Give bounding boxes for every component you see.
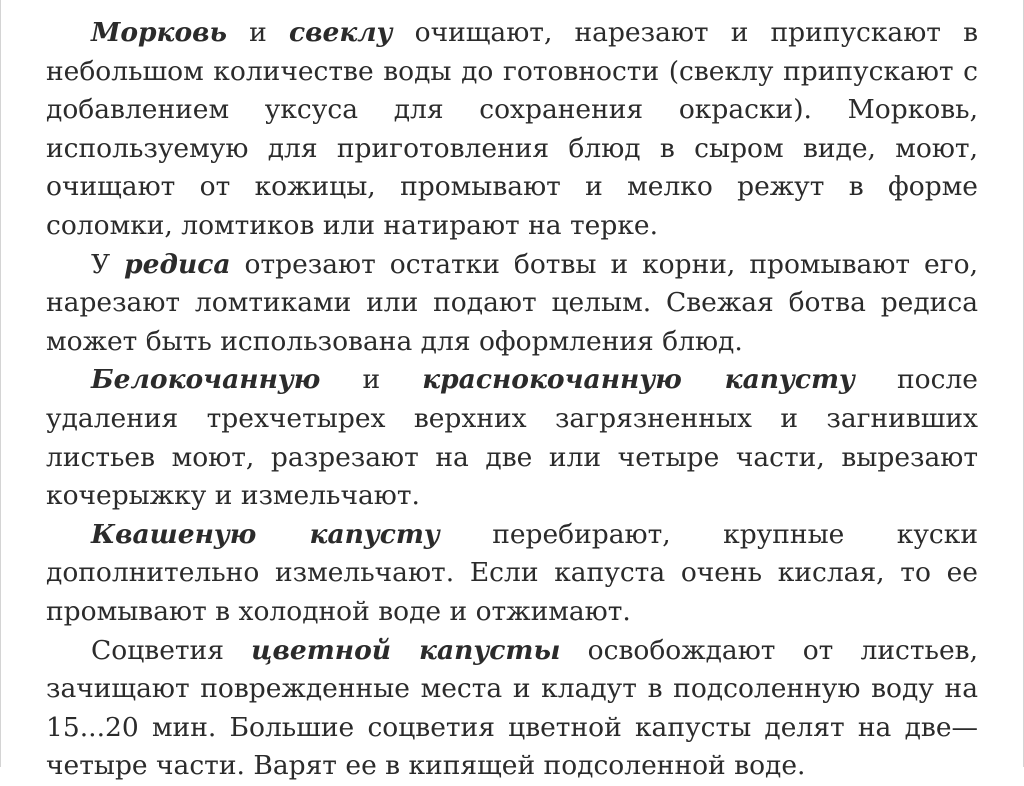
- paragraph-cabbage: [46, 361, 978, 515]
- document-text: [46, 14, 978, 786]
- paragraph-radish: [46, 246, 978, 362]
- keyword-radish: редиса: [124, 248, 231, 280]
- paragraph-text: очищают, нарезают и припускают в небольшом количестве воды до готовности (свеклу припускают с добавлением уксуса для сохранения окраски). Морковь, используемую для приготовления блюд в сыром виде, моют, очищают от кожицы, промывают и мелко режут в форме соломки, ломтиков или натирают на терке.: [46, 17, 979, 241]
- paragraph-text: отрезают остатки ботвы и корни, промывают его, нарезают ломтиками или подают целым. Свежая ботва редиса может быть использована для оформления блюд.: [46, 248, 978, 357]
- keyword-sauerkraut: Квашеную капусту: [91, 518, 440, 550]
- paragraph-text: Соцветия: [91, 634, 252, 666]
- paragraph-text: после удаления трехчетырех верхних загрязненных и загнивших листьев моют, разрезают на две или четыре части, вырезают кочерыжку и измельчают.: [46, 364, 978, 512]
- keyword-red-cabbage: краснокочанную капусту: [422, 364, 855, 396]
- keyword-cauliflower: цветной капусты: [251, 634, 561, 666]
- keyword-white-cabbage: Белокочанную: [91, 364, 321, 396]
- paragraph-text: У: [91, 248, 125, 280]
- paragraph-sauerkraut: [46, 516, 978, 632]
- paragraph-text: освобождают от листьев, зачищают поврежденные места и кладут в подсоленную воду на 15...20 мин. Большие соцветия цветной капусты делят на две—четыре части. Варят ее в кипящей подсоленной воде.: [46, 634, 978, 782]
- paragraph-text: и: [227, 17, 289, 48]
- paragraph-cauliflower: [46, 632, 978, 786]
- keyword-beet: свеклу: [288, 17, 393, 48]
- keyword-carrot: Морковь: [91, 17, 228, 48]
- paragraph-text: перебирают, крупные куски дополнительно измельчают. Если капуста очень кислая, то ее промывают в холодной воде и отжимают.: [46, 518, 978, 627]
- paragraph-text: и: [320, 364, 423, 396]
- page-edge-left: [0, 0, 1, 767]
- paragraph-carrot-beet: [46, 14, 978, 246]
